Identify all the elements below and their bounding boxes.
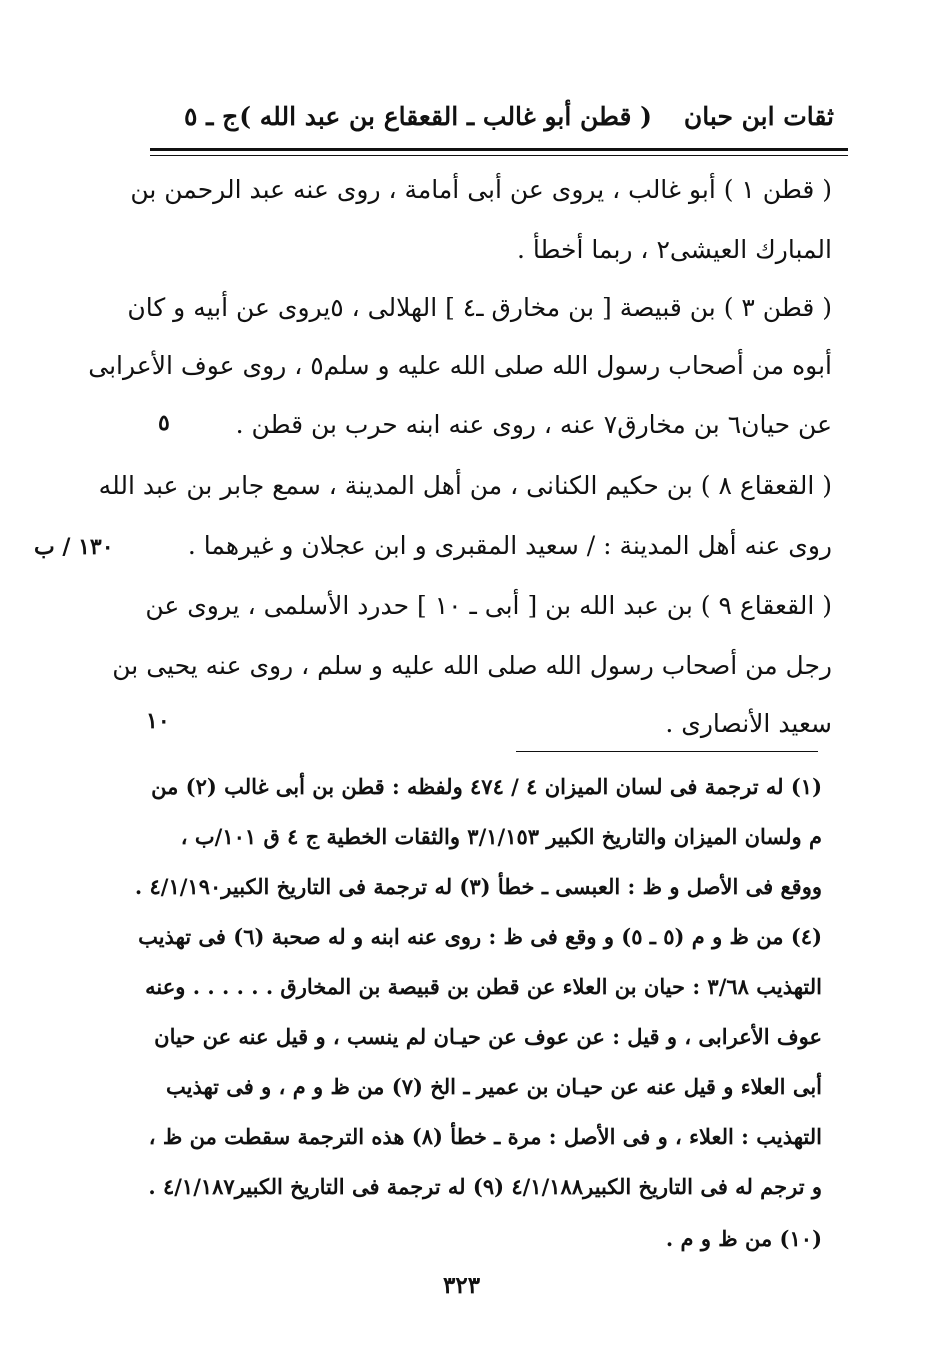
running-header: [150, 96, 848, 148]
footnote-line-7: أبى العلاء و قيل عنه عن حيـان بن عمير ـ الخ (٧) من ظ و م ، و فى تهذيب: [165, 1074, 822, 1099]
book-title: ثقات ابن حبان: [683, 102, 834, 131]
text-line-4: أبوه من أصحاب رسول الله صلى الله عليه و سلم٥ ، روى عوف الأعرابى: [88, 351, 832, 380]
header-rule-thin: [150, 155, 848, 156]
text-line-7: روى عنه أهل المدينة : / سعيد المقبرى و ابن عجلان و غيرهما .: [187, 531, 832, 560]
footnote-line-10: (١٠) من ظ و م .: [665, 1226, 822, 1251]
page-number: ٣٢٣: [443, 1272, 481, 1299]
text-line-1: ( قطن ١ ) أبو غالب ، يروى عن أبى أمامة ، روى عنه عبد الرحمن بن: [130, 175, 832, 204]
margin-folio-marker: ١٣٠ / ب: [34, 534, 114, 560]
header-rule-thick: [150, 148, 848, 151]
text-line-9: رجل من أصحاب رسول الله صلى الله عليه و سلم ، روى عنه يحيى بن: [112, 651, 832, 680]
footnote-line-5: التهذيب ٣/٦٨ : حيان بن العلاء عن قطن بن قبيصة بن المخارق . . . . . . وعنه: [145, 974, 822, 999]
footnote-line-4: (٤) من ظ و م (٥ ـ ٥) و وقع فى ظ : روى عنه ابنه و له صحبة (٦) فى تهذيب: [138, 924, 822, 949]
text-line-6: ( القعقاع ٨ ) بن حكيم الكنانى ، من أهل المدينة ، سمع جابر بن عبد الله: [98, 471, 832, 500]
page-subject: ( قطن أبو غالب ـ القعقاع بن عبد الله ): [239, 102, 652, 131]
text-line-2: المبارك العيشى٢ ، ربما أخطأ .: [517, 235, 832, 264]
text-line-3: ( قطن ٣ ) بن قبيصة [ بن مخارق ـ٤ ] الهلالى ، ٥يروى عن أبيه و كان: [127, 293, 832, 322]
margin-line-number-5: ٥: [158, 410, 170, 436]
volume-label: ج ـ ٥: [184, 102, 239, 131]
text-line-10: سعيد الأنصارى .: [665, 709, 832, 738]
footnote-line-2: م ولسان الميزان والتاريخ الكبير ٣/١/١٥٣ والثقات الخطية ج ٤ ق ١٠١/ب ،: [180, 824, 822, 849]
footnote-line-9: و ترجم له فى التاريخ الكبير٤/١/١٨٨ (٩) له ترجمة فى التاريخ الكبير٤/١/١٨٧ .: [148, 1174, 822, 1199]
text-line-5: عن حيان٦ بن مخارق٧ عنه ، روى عنه ابنه حرب بن قطن .: [235, 410, 832, 439]
footnote-line-3: ووقع فى الأصل و ظ : العبسى ـ خطأ (٣) له ترجمة فى التاريخ الكبير٤/١/١٩٠ .: [134, 874, 822, 899]
margin-line-number-10: ١٠: [146, 708, 170, 734]
footnote-line-6: عوف الأعرابى ، و قيل : عن عوف عن حيـان لم ينسب ، و قيل عنه عن حيان: [154, 1024, 822, 1049]
footnote-line-8: التهذيب : العلاء ، و فى الأصل : مرة ـ خطأ (٨) هذه الترجمة سقطت من ظ ،: [148, 1124, 822, 1149]
footnote-line-1: (١) له ترجمة فى لسان الميزان ٤ / ٤٧٤ ولفظه : قطن بن أبى غالب (٢) من: [151, 774, 822, 799]
text-line-8: ( القعقاع ٩ ) بن عبد الله بن [ أبى ـ ١٠ ] حدرد الأسلمى ، يروى عن: [145, 591, 832, 620]
footnote-separator: [516, 751, 818, 752]
